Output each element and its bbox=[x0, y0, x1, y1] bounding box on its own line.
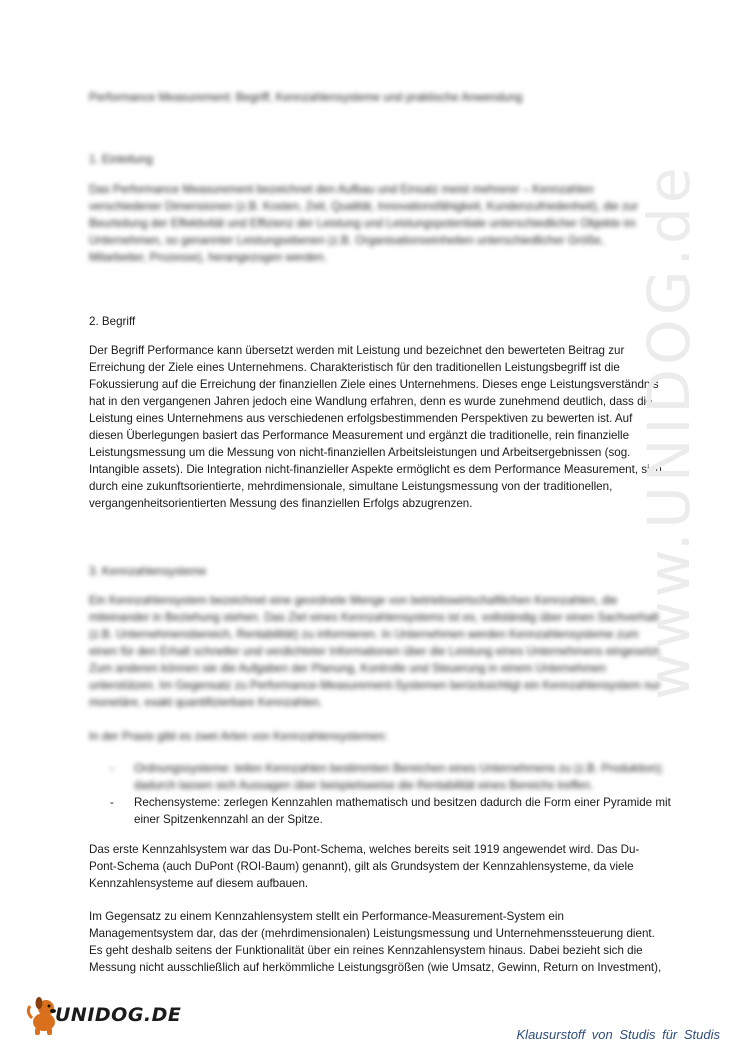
du-pont-paragraph bbox=[89, 841, 664, 892]
du-pont-text: Das erste Kennzahlsystem war das Du-Pont-Schema, welches bereits seit 1919 angewendet wird. Das Du-Pont-Schema (auch DuPont (ROI-Baum) genannt), gilt als Grundsystem der Kennzahlensysteme, da viele Kennzahlensysteme auf diesem aufbauen. bbox=[89, 843, 640, 890]
list-item bbox=[110, 794, 675, 828]
performance-system-text: Im Gegensatz zu einem Kennzahlensystem stellt ein Performance-Measurement-System ein Managementsystem dar, das der (mehrdimensionalen) Leistungsmessung und Unternehmenssteuerung dient. Es geht deshalb seitens der Funktionalität über ein reines Kennzahlensystem hinaus. Dabei bezieht sich die Messung nicht ausschließlich auf herkömmliche Leistungsgrößen (wie Umsatz, Gewinn, Return on Investment), bbox=[89, 910, 662, 974]
document-title: Performance Measurement: Begriff, Kennzahlensysteme und praktische Anwendung bbox=[89, 91, 523, 104]
footer-slogan: Klausurstoff von Studis für Studis bbox=[516, 1027, 720, 1042]
footer-logo-text: UNIDOG.DE bbox=[55, 1004, 182, 1026]
bullet-dash: - bbox=[110, 796, 114, 809]
performance-system-paragraph bbox=[89, 908, 664, 976]
section-3-heading: 3. Kennzahlensysteme bbox=[89, 565, 207, 578]
section-3-intro: In der Praxis gibt es zwei Arten von Kennzahlensystemen: bbox=[89, 730, 388, 743]
list-item bbox=[110, 760, 675, 794]
watermark: www.UNIDOG.de bbox=[635, 163, 703, 700]
bullet-text: Rechensysteme: zerlegen Kennzahlen mathematisch und besitzen dadurch die Form einer Pyramide mit einer Spitzenkennzahl an der Spitze. bbox=[134, 796, 671, 826]
section-3-paragraph bbox=[89, 592, 664, 711]
section-1-heading: 1. Einleitung bbox=[89, 153, 153, 166]
section-1-text: Das Performance Measurement bezeichnet den Aufbau und Einsatz meist mehrerer – Kennzahlen verschiedener Dimensionen (z.B. Kosten, Zeit, Qualität, Innovationsfähigkeit, Kundenzufriedenheit), die zur Beurteilung der Effektivität und Effizienz der Leistung und Leistungspotentiale unterschiedlicher Objekte im Unternehmen, so genannter Leistungsebenen (z.B. Organisationseinheiten unterschiedlicher Größe, Mitarbeiter, Prozesse), herangezogen werden. bbox=[89, 183, 639, 264]
kennzahlensystem-list bbox=[110, 760, 675, 828]
section-2-paragraph bbox=[89, 342, 664, 512]
section-2-text: Der Begriff Performance kann übersetzt werden mit Leistung und bezeichnet den bewerteten Beitrag zur Erreichung der Ziele eines Unternehmens. Charakteristisch für den traditionellen Leistungsbegriff ist die Fokussierung auf die Erreichung der finanziellen Ziele eines Unternehmens. Dieses enge Leistungsverständnis hat in den vergangenen Jahren jedoch eine Wandlung erfahren, denn es wurde zunehmend deutlich, dass die Leistung eines Unternehmens aus verschiedenen erfolgsbestimmenden Perspektiven zu bewerten ist. Auf diesen Überlegungen basiert das Performance Measurement und ergänzt die traditionelle, rein finanzielle Leistungsmessung um die Messung von nicht-finanziellen Arbeitsleistungen und Arbeitsergebnissen (sog. Intangible assets). Die Integration nicht-finanzieller Aspekte ermöglicht es dem Performance Measurement, sich durch eine zukunftsorientierte, mehrdimensionale, simultane Leistungsmessung von der traditionellen, vergangenheitsorientierten Messung des finanziellen Erfolgs abzugrenzen. bbox=[89, 344, 662, 510]
section-2-heading: 2. Begriff bbox=[89, 315, 136, 328]
section-3-text: Ein Kennzahlensystem bezeichnet eine geordnete Menge von betriebswirtschaftlichen Kennzahlen, die miteinander in Beziehung stehen. Das Ziel eines Kennzahlensystems ist es, vollständig über einen Sachverhalt (z.B. Unternehmensbereich, Rentabilität) zu informieren. In Unternehmen werden Kennzahlensysteme zum einen für den Erhalt schneller und verdichteter Informationen über die Leistung eines Unternehmens eingesetzt. Zum anderen können sie die Aufgaben der Planung, Kontrolle und Steuerung in einem Unternehmen unterstützen. Im Gegensatz zu Performance-Measurement-Systemen berücksichtigt ein Kennzahlensystem nur monetäre, exakt quantifizierbare Kennzahlen. bbox=[89, 594, 662, 709]
bullet-dash: - bbox=[110, 762, 114, 775]
section-1-paragraph bbox=[89, 181, 664, 266]
bullet-text: Ordnungssysteme: teilen Kennzahlen bestimmten Bereichen eines Unternehmens zu (z.B. Produktion); dadurch lassen sich Aussagen über beispielsweise die Rentabilität eines Bereichs treffen. bbox=[134, 762, 664, 792]
